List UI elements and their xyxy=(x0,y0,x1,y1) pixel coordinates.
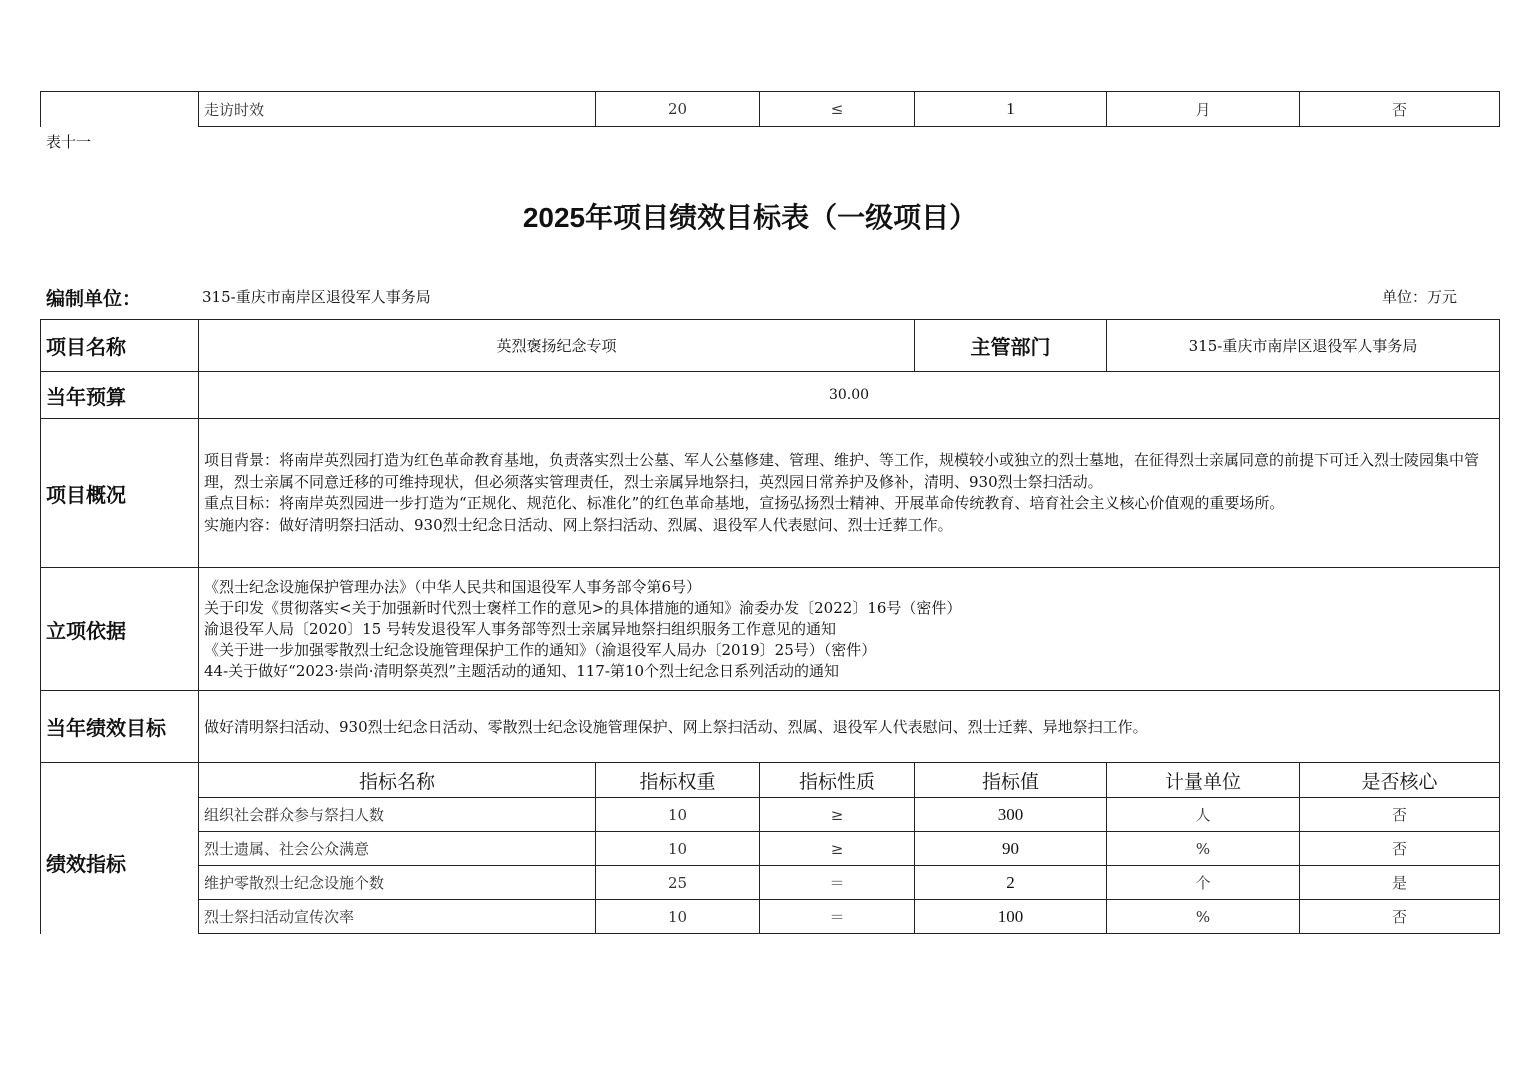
org-value: 315-重庆市南岸区退役军人事务局 xyxy=(202,288,431,306)
table-row xyxy=(41,900,1500,934)
indicator-core: 否 xyxy=(1300,798,1500,832)
row-overview xyxy=(41,419,1500,568)
indicator-unit: % xyxy=(1107,900,1300,934)
indicator-value: 300 xyxy=(915,798,1107,832)
indicator-core: 否 xyxy=(1300,832,1500,866)
header-unit: 计量单位 xyxy=(1107,763,1300,798)
row-project-name xyxy=(41,320,1500,372)
budget-value: 30.00 xyxy=(199,372,1500,419)
indicator-nature: ＝ xyxy=(760,866,915,900)
indicator-value: 90 xyxy=(915,832,1107,866)
header-indicator-nature: 指标性质 xyxy=(760,763,915,798)
header-core: 是否核心 xyxy=(1300,763,1500,798)
indicator-label: 绩效指标 xyxy=(41,763,199,934)
indicator-value: 2 xyxy=(915,866,1107,900)
org-label: 编制单位： xyxy=(46,288,142,310)
indicator-nature: ≥ xyxy=(760,832,915,866)
indicator-weight: 25 xyxy=(596,866,760,900)
indicator-weight: 10 xyxy=(596,798,760,832)
row-basis xyxy=(41,568,1500,691)
prev-row-label-cell xyxy=(41,92,199,127)
prev-row-nature: ≤ xyxy=(760,92,915,127)
indicator-name: 烈士遗属、社会公众满意 xyxy=(199,832,596,866)
prev-row-name: 走访时效 xyxy=(199,92,596,127)
budget-label: 当年预算 xyxy=(41,372,199,419)
header-indicator-value: 指标值 xyxy=(915,763,1107,798)
indicator-nature: ≥ xyxy=(760,798,915,832)
basis-label: 立项依据 xyxy=(41,568,199,691)
indicator-unit: 个 xyxy=(1107,866,1300,900)
project-name-value: 英烈褒扬纪念专项 xyxy=(199,320,915,372)
prev-row-weight: 20 xyxy=(596,92,760,127)
indicator-unit: % xyxy=(1107,832,1300,866)
header-indicator-name: 指标名称 xyxy=(199,763,596,798)
indicator-unit: 人 xyxy=(1107,798,1300,832)
indicator-value: 100 xyxy=(915,900,1107,934)
prev-row-unit: 月 xyxy=(1107,92,1300,127)
project-name-label: 项目名称 xyxy=(41,320,199,372)
unit-note: 单位：万元 xyxy=(1381,288,1457,306)
indicator-header-row xyxy=(41,763,1500,798)
previous-table-tail xyxy=(40,91,1500,127)
indicator-core: 否 xyxy=(1300,900,1500,934)
header-indicator-weight: 指标权重 xyxy=(596,763,760,798)
dept-label: 主管部门 xyxy=(915,320,1107,372)
overview-text: 项目背景：将南岸英烈园打造为红色革命教育基地，负责落实烈士公墓、军人公墓修建、管理、维护、等工作，规模较小或独立的烈士墓地，在征得烈士亲属同意的前提下可迁入烈士陵园集中管理，烈士亲属不同意迁移的可维持现状，但必须落实管理责任，烈士亲属异地祭扫，英烈园日常养护及修补，清明、930烈士祭扫活动。 重点目标：将南岸英烈园进一步打造为“正规化、规范化、标准化”的红色革命基地，宣扬弘扬烈士精神、开展革命传统教育、培育社会主义核心价值观的重要场所。 实施内容：做好清明祭扫活动、930烈士纪念日活动、网上祭扫活动、烈属、退役军人代表慰问、烈士迁葬工作。 xyxy=(199,419,1500,568)
table-row xyxy=(41,832,1500,866)
row-goal xyxy=(41,691,1500,763)
page-title: 2025年项目绩效目标表（一级项目） xyxy=(522,202,978,233)
performance-table xyxy=(40,319,1500,934)
indicator-core: 是 xyxy=(1300,866,1500,900)
indicator-name: 维护零散烈士纪念设施个数 xyxy=(199,866,596,900)
prev-row-value: 1 xyxy=(915,92,1107,127)
indicator-nature: ＝ xyxy=(760,900,915,934)
goal-label: 当年绩效目标 xyxy=(41,691,199,763)
prev-row-core: 否 xyxy=(1300,92,1500,127)
overview-label: 项目概况 xyxy=(41,419,199,568)
indicator-name: 烈士祭扫活动宣传次率 xyxy=(199,900,596,934)
indicator-name: 组织社会群众参与祭扫人数 xyxy=(199,798,596,832)
dept-value: 315-重庆市南岸区退役军人事务局 xyxy=(1107,320,1500,372)
table-number-label: 表十一 xyxy=(46,133,92,151)
goal-text: 做好清明祭扫活动、930烈士纪念日活动、零散烈士纪念设施管理保护、网上祭扫活动、烈属、退役军人代表慰问、烈士迁葬、异地祭扫工作。 xyxy=(199,691,1500,763)
table-row xyxy=(41,798,1500,832)
indicator-weight: 10 xyxy=(596,900,760,934)
indicator-weight: 10 xyxy=(596,832,760,866)
table-row xyxy=(41,866,1500,900)
basis-text: 《烈士纪念设施保护管理办法》（中华人民共和国退役军人事务部令第6号） 关于印发《贯彻落实<关于加强新时代烈士褒样工作的意见>的具体措施的通知》渝委办发〔2022〕16号（密件） 渝退役军人局〔2020〕15 号转发退役军人事务部等烈士亲属异地祭扫组织服务工作意见的通知 《关于进一步加强零散烈士纪念设施管理保护工作的通知》（渝退役军人局办〔2019〕25号）（密件） 44-关于做好“2023·崇尚·清明祭英烈”主题活动的通知、117-第10个烈士纪念日系列活动的通知 xyxy=(199,568,1500,691)
row-budget xyxy=(41,372,1500,419)
